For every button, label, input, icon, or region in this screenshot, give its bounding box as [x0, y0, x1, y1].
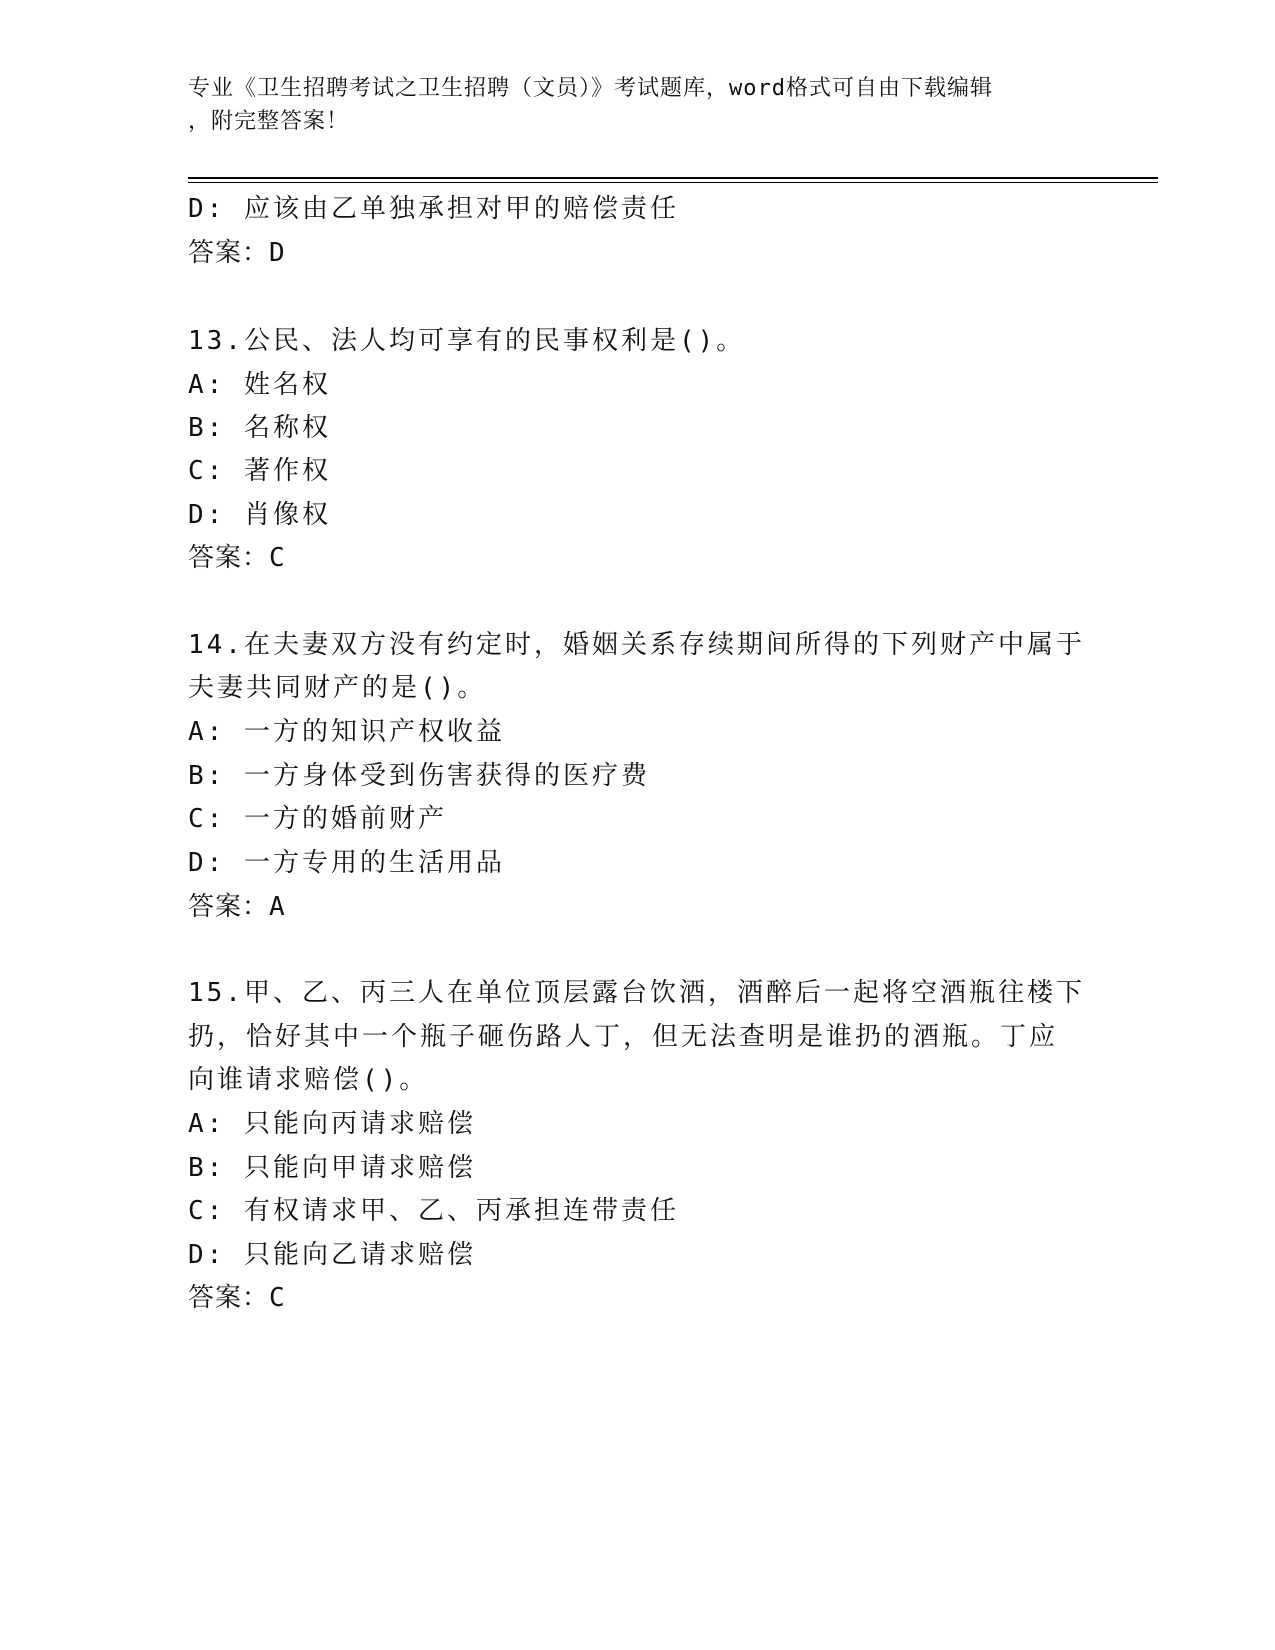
- question-13-option-c: C: 著作权: [188, 456, 331, 486]
- question-13-option-d: D: 肖像权: [188, 500, 331, 530]
- question-14-stem-line-1: 14.在夫妻双方没有约定时，婚姻关系存续期间所得的下列财产中属于: [188, 630, 1085, 660]
- question-15-stem-line-2: 扔，恰好其中一个瓶子砸伤路人丁，但无法查明是谁扔的酒瓶。丁应: [188, 1022, 1059, 1052]
- header-line-2: ，附完整答案！: [188, 109, 350, 134]
- question-13-option-b: B: 名称权: [188, 413, 331, 443]
- answer-value: A: [269, 892, 286, 922]
- header-divider-thin: [188, 182, 1158, 183]
- question-14-option-b: B: 一方身体受到伤害获得的医疗费: [188, 761, 650, 791]
- answer-label: 答案：: [188, 1283, 270, 1313]
- question-15-stem-line-3: 向谁请求赔偿()。: [188, 1065, 429, 1095]
- question-15-option-d: D: 只能向乙请求赔偿: [188, 1240, 476, 1270]
- question-14-option-a: A: 一方的知识产权收益: [188, 717, 505, 747]
- answer-value: C: [269, 1283, 286, 1313]
- header-line-1: 专业《卫生招聘考试之卫生招聘（文员）》考试题库，word格式可自由下载编辑: [188, 76, 993, 101]
- prev-answer: [188, 232, 286, 269]
- question-15-option-c: C: 有权请求甲、乙、丙承担连带责任: [188, 1196, 679, 1226]
- question-15-option-b: B: 只能向甲请求赔偿: [188, 1153, 476, 1183]
- question-15-stem-line-1: 15.甲、乙、丙三人在单位顶层露台饮酒，酒醉后一起将空酒瓶往楼下: [188, 978, 1085, 1008]
- question-14-answer: [188, 886, 286, 923]
- question-15-answer: [188, 1277, 286, 1314]
- answer-label: 答案：: [188, 543, 270, 573]
- answer-label: 答案：: [188, 892, 270, 922]
- question-13-stem: 13.公民、法人均可享有的民事权利是()。: [188, 326, 746, 356]
- question-14-option-d: D: 一方专用的生活用品: [188, 848, 505, 878]
- answer-label: 答案：: [188, 238, 270, 268]
- question-14-stem-line-2: 夫妻共同财产的是()。: [188, 673, 487, 703]
- prev-option-d: D: 应该由乙单独承担对甲的赔偿责任: [188, 194, 679, 224]
- question-15-option-a: A: 只能向丙请求赔偿: [188, 1109, 476, 1139]
- answer-value: D: [269, 238, 286, 268]
- question-13-option-a: A: 姓名权: [188, 370, 331, 400]
- page-header: [188, 72, 1078, 138]
- header-divider-thick: [188, 177, 1158, 179]
- question-13-answer: [188, 537, 286, 574]
- answer-value: C: [269, 543, 286, 573]
- question-14-option-c: C: 一方的婚前财产: [188, 804, 447, 834]
